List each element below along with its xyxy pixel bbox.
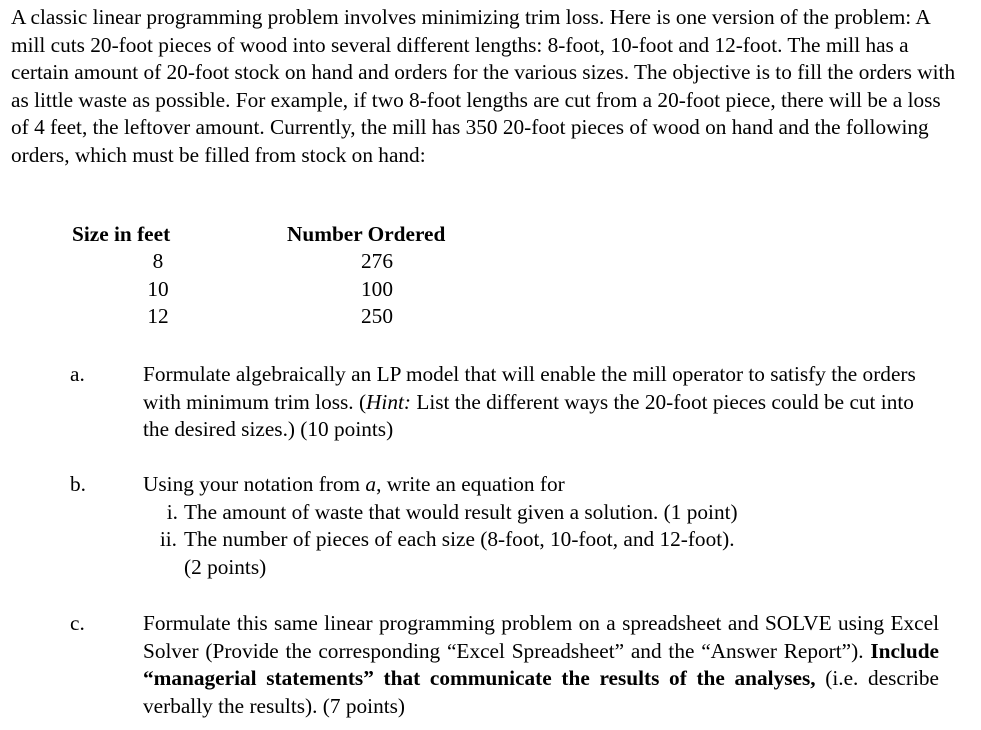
sub-item-continuation: (2 points) [184, 554, 267, 579]
sub-item-text: The amount of waste that would result given a solution. (1 point) [184, 499, 738, 524]
question-a-text [143, 361, 943, 444]
lead-text: , write an equation for [376, 472, 565, 496]
question-letter: c. [70, 611, 85, 635]
size-cell: 12 [147, 304, 169, 328]
question-c-text [143, 610, 939, 720]
question-b-lead [143, 471, 943, 499]
question-a-text-part: Formulate algebraically an LP model that will enable the mill operator to satisfy the orders with minimum trim loss. ( [143, 362, 916, 414]
sub-item-text: The number of pieces of each size (8-foot, 10-foot, and 12-foot). [184, 527, 735, 552]
question-letter: b. [70, 472, 86, 496]
number-cell: 250 [361, 304, 393, 328]
table-row [72, 277, 512, 304]
table-row [72, 249, 512, 276]
question-c-text-part: (i.e. describe verbally the results). (7 points) [143, 666, 939, 718]
question-b-text [143, 471, 943, 581]
question-c-bold-text: Include “managerial statements” that communicate the results of the analyses, [143, 638, 939, 691]
sub-item [147, 526, 943, 554]
question-letter: a. [70, 362, 85, 386]
sub-item-number: ii. [159, 527, 177, 552]
number-cell: 100 [361, 277, 393, 301]
lead-variable: a [365, 472, 377, 496]
size-cell: 8 [152, 249, 164, 273]
number-ordered-header: Number Ordered [287, 222, 446, 246]
table-row [72, 304, 512, 331]
question-c-text-part: Formulate this same linear programming problem on a spreadsheet and SOLVE using Excel Solver (Provide the corresponding “Excel Spreadsheet” and the “Answer Report”). [143, 611, 939, 663]
question-a-text-part: List the different ways the 20-foot pieces could be cut into the desired sizes.) (10 points) [143, 389, 914, 442]
hint-label: Hint: [366, 389, 412, 414]
sub-item-number: i. [166, 499, 178, 524]
document [11, 4, 971, 170]
lead-text: Using your notation from [143, 472, 366, 496]
sub-item [147, 499, 943, 527]
size-header: Size in feet [72, 222, 171, 246]
number-cell: 276 [361, 249, 393, 273]
size-cell: 10 [147, 277, 169, 301]
intro-paragraph: A classic linear programming problem involves minimizing trim loss. Here is one version of the problem: A mill cuts 20-foot pieces of wood into several different lengths: 8-foot, 10-foot and 12-foot. The mill has a certain amount of 20-foot stock on hand and orders for the various sizes. The objective is to fill the orders with as little waste as possible. For example, if two 8-foot lengths are cut from a 20-foot piece, there will be a loss of 4 feet, the leftover amount. Currently, the mill has 350 20-foot pieces of wood on hand and the following orders, which must be filled from stock on hand: [11, 5, 956, 167]
